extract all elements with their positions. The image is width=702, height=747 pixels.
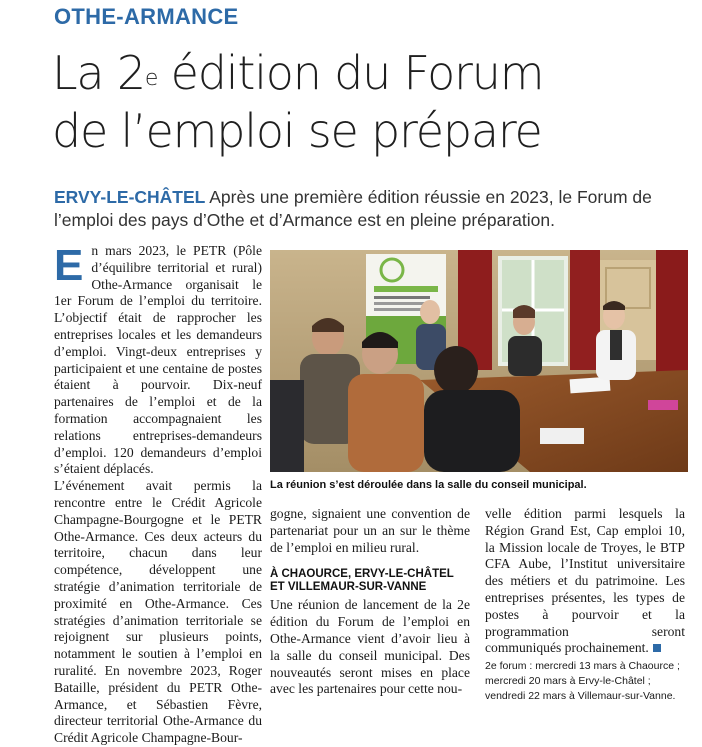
- article-photo: [270, 250, 688, 472]
- paragraph-text: velle édition parmi lesquels la Région Grand Est, Cap emploi 10, la Mission locale de Troyes, le BTP CFA Aube, l’Institut universitaire des métiers et du patrimoine. Les entreprises présentes, les types de postes à pourvoir et la programmation seront communiqués prochainement.: [485, 506, 685, 656]
- article-column-2: [270, 506, 470, 698]
- subhead-line: ET VILLEMAUR-SUR-VANNE: [270, 581, 427, 594]
- paragraph: [485, 506, 685, 657]
- headline-line2: de l’emploi se prépare: [52, 104, 542, 158]
- photo-caption: La réunion s’est déroulée dans la salle du conseil municipal.: [270, 479, 587, 491]
- paragraph: gogne, signaient une convention de partenariat pour un an sur le thème de l’emploi en milieu rural.: [270, 506, 470, 555]
- paragraph: [54, 243, 262, 478]
- section-subhead: [270, 568, 470, 594]
- paragraph: L’événement avait permis la rencontre entre le Crédit Agricole Champagne-Bourgogne et le PETR Othe-Armance. Ces deux acteurs du territoire, chacun dans leur compétence, développent une stratégie d’animation territoriale de proximité en Othe-Armance. Ces stratégies d’animation territoriale se rejoignent sur plusieurs points, notamment le soutien à l’emploi en ruralité. En novembre 2023, Roger Bataille, président du PETR Othe-Armance, et Sébastien Fèvre, directeur territorial Othe-Armance du Crédit Agricole Champagne-Bour-: [54, 478, 262, 746]
- section-kicker: OTHE-ARMANCE: [54, 4, 239, 29]
- headline-superscript: e: [144, 66, 158, 91]
- headline: [52, 44, 692, 160]
- lead-location: ERVY-LE-CHÂTEL: [54, 187, 206, 207]
- lead-paragraph: [54, 186, 694, 232]
- headline-part1: La 2: [52, 46, 145, 100]
- event-dates-note: 2e forum : mercredi 13 mars à Chaource ; mercredi 20 mars à Ervy-le-Châtel ; vendredi 22 mars à Villemaur-sur-Vanne.: [485, 660, 680, 703]
- article-column-3: [485, 506, 685, 704]
- paragraph-text: n mars 2023, le PETR (Pôle d’équilibre territorial et rural) Othe-Armance organisait le 1er Forum de l’emploi du territoire. L’objectif était de rapprocher les entreprises locales et les demandeurs d’emploi. Vingt-deux entreprises y participaient et une centaine de postes étaient à pourvoir. Dix-neuf partenaires de l’emploi et de la formation accompagnaient les relations entreprises-demandeurs d’emploi. 120 demandeurs d’emploi s’étaient déplacés.: [54, 243, 262, 477]
- article-column-1: [54, 243, 262, 747]
- paragraph: Une réunion de lancement de la 2e édition du Forum de l’emploi en Othe-Armance vient d’avoir lieu à la salle du conseil municipal. Des nouveautés seront mises en place avec les partenaires pour cette nou-: [270, 597, 470, 697]
- drop-cap: E: [54, 241, 84, 290]
- subhead-line: À CHAOURCE, ERVY-LE-CHÂTEL: [270, 568, 454, 581]
- meeting-photo-illustration: [270, 250, 688, 472]
- headline-part2: édition du Forum: [157, 46, 544, 100]
- end-square-icon: [653, 644, 661, 652]
- lead-text: Après une première édition réussie en 2023, le Forum de l’emploi des pays d’Othe et d’Armance est en pleine préparation.: [54, 187, 652, 230]
